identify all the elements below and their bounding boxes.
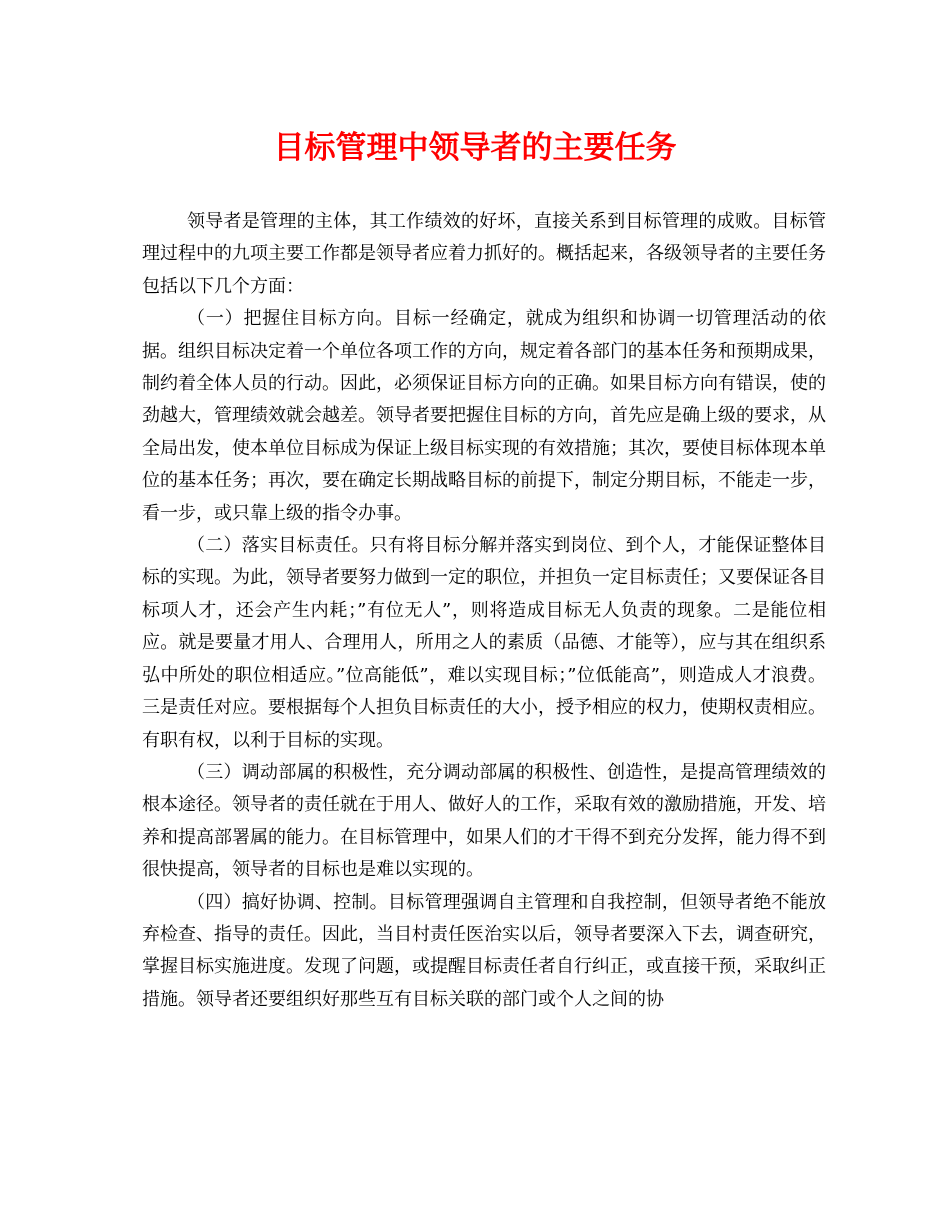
paragraph-4: （四）搞好协调、控制。目标管理强调自主管理和自我控制，但领导者绝不能放弃检查、指导的责任。因此，当目村责任医治实以后，领导者要深入下去，调查研究，掌握目标实施进度。发现了问题，或提醒目标责任者自行纠正，或直接干预，采取纠正措施。领导者还要组织好那些互有目标关联的部门或个人之间的协 [142,891,826,1010]
document-body [142,206,826,1016]
paragraph-2: （二）落实目标责任。只有将目标分解并落实到岗位、到个人，才能保证整体目标的实现。为此，领导者要努力做到一定的职位，并担负一定目标责任；又要保证各目标项人才，还会产生内耗；”有位无人”，则将造成目标无人负责的现象。二是能位相应。就是要量才用人、合理用人，所用之人的素质（品德、才能等），应与其在组织系弘中所处的职位相适应。”位高能低”，难以实现目标；”位低能高”，则造成人才浪费。三是责任对应。要根据每个人担负目标责任的大小，授予相应的权力，使期权责相应。有职有权，以利于目标的实现。 [142,535,826,751]
document-title: 目标管理中领导者的主要任务 [273,130,677,166]
paragraph-1: （一）把握住目标方向。目标一经确定，就成为组织和协调一切管理活动的依据。组织目标决定着一个单位各项工作的方向，规定着各部门的基本任务和预期成果，制约着全体人员的行动。因此，必须保证目标方向的正确。如果目标方向有错误，使的劲越大，管理绩效就会越差。领导者要把握住目标的方向，首先应是确上级的要求，从全局出发，使本单位目标成为保证上级目标实现的有效措施；其次，要使目标体现本单位的基本任务；再次，要在确定长期战略目标的前提下，制定分期目标，不能走一步，看一步，或只靠上级的指令办事。 [142,308,826,524]
paragraph-3: （三）调动部属的积极性，充分调动部属的积极性、创造性，是提高管理绩效的根本途径。领导者的责任就在于用人、做好人的工作，采取有效的激励措施，开发、培养和提高部署属的能力。在目标管理中，如果人们的才干得不到充分发挥，能力得不到很快提高，领导者的目标也是难以实现的。 [142,761,826,881]
paragraph-intro: 领导者是管理的主体，其工作绩效的好坏，直接关系到目标管理的成败。目标管理过程中的九项主要工作都是领导者应着力抓好的。概括起来，各级领导者的主要任务包括以下几个方面： [142,211,826,297]
